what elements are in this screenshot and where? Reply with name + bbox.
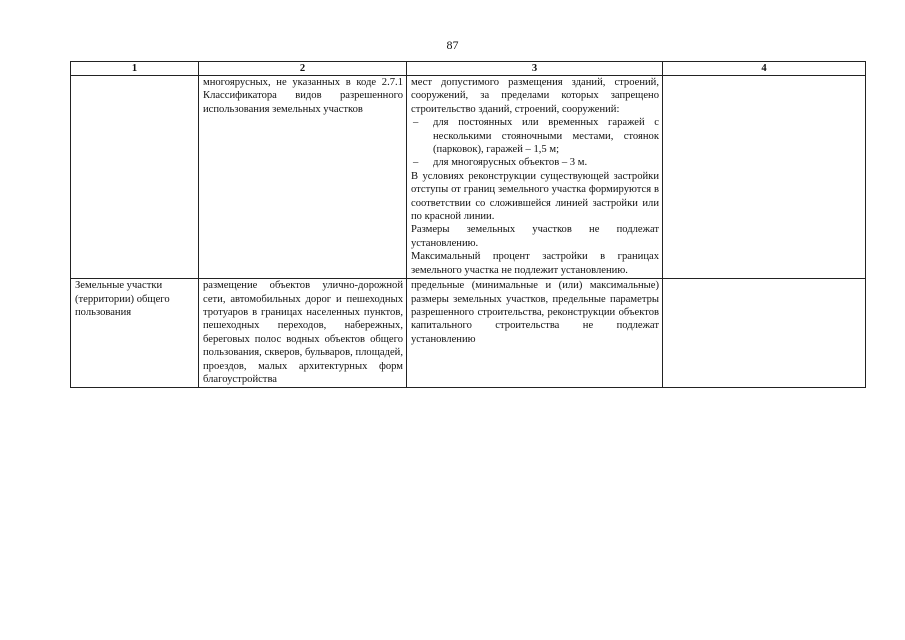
column-header-3: 3 (407, 62, 663, 76)
column-header-2: 2 (199, 62, 407, 76)
column-header-4: 4 (663, 62, 866, 76)
row1-col3-paragraph: В условиях реконструкции существующей застройки отступы от границ земельного участка формируются в соответствии со сложившейся линией застройки или по красной линии. (411, 170, 659, 223)
row2-col1: Земельные участки (территории) общего пользования (71, 279, 199, 388)
row1-col3-intro: мест допустимого размещения зданий, строений, сооружений, за пределами которых запрещено строительство зданий, строений, сооружений: (411, 77, 659, 115)
table-header-row (71, 62, 866, 76)
row1-col2: многоярусных, не указанных в коде 2.7.1 Классификатора видов разрешенного использования земельных участков (199, 76, 407, 279)
column-header-1: 1 (71, 62, 199, 76)
table-row (71, 76, 866, 279)
row1-col3-paragraph: Максимальный процент застройки в границах земельного участка не подлежит установлению. (411, 251, 659, 276)
row2-col3: предельные (минимальные и (или) максимальные) размеры земельных участков, предельные параметры разрешенного строительства, реконструкции объектов капитального строительства не подлежат установлению (407, 279, 663, 388)
dash-marker: – (413, 157, 419, 169)
row1-col4 (663, 76, 866, 279)
list-item (411, 156, 659, 169)
list-item (411, 116, 659, 156)
row1-col1 (71, 76, 199, 279)
row1-col3 (407, 76, 663, 279)
page-number: 87 (446, 38, 459, 52)
dash-marker: – (413, 117, 419, 129)
regulations-table (70, 61, 866, 388)
table-row (71, 279, 866, 388)
row1-col3-paragraph: Размеры земельных участков не подлежат установлению. (411, 224, 659, 249)
row2-col4 (663, 279, 866, 388)
list-item-text: для постоянных или временных гаражей с несколькими стояночными местами, стоянок (парковок), гаражей – 1,5 м; (433, 117, 659, 156)
row2-col2: размещение объектов улично-дорожной сети, автомобильных дорог и пешеходных тротуаров в границах населенных пунктов, пешеходных переходов, набережных, береговых полос водных объектов общего пользования, скверов, бульваров, площадей, проездов, малых архитектурных форм благоустройства (199, 279, 407, 388)
list-item-text: для многоярусных объектов – 3 м. (433, 157, 588, 169)
